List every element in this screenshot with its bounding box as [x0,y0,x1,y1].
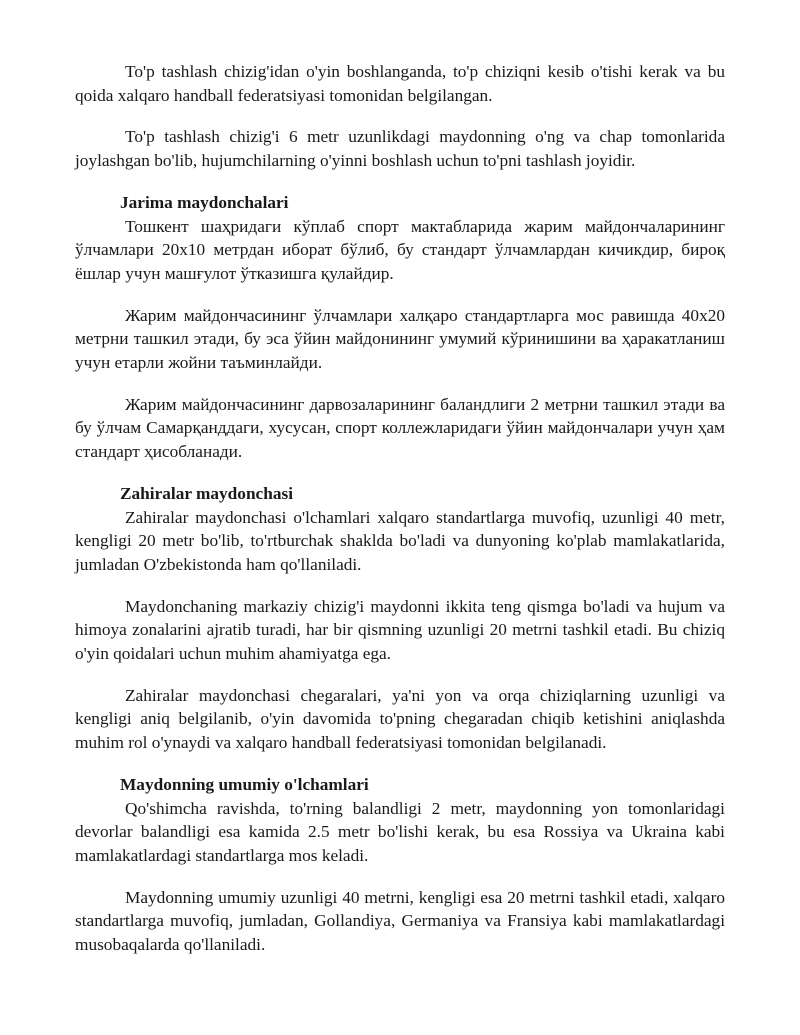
section-jarima [75,191,725,464]
paragraph-intro-1: To'p tashlash chizig'idan o'yin boshlanganda, to'p chiziqni kesib o'tishi kerak va bu qoida xalqaro handball federatsiyasi tomonidan belgilangan. [75,62,725,105]
paragraph: Zahiralar maydonchasi o'lchamlari xalqaro standartlarga muvofiq, uzunligi 40 metr, kengligi 20 metr bo'lib, to'rtburchak shaklda bo'ladi va dunyoning ko'plab mamlakatlarida, jumladan O'zbekistonda ham qo'llaniladi. [75,507,725,574]
paragraph: Жарим майдончасининг дарвозаларининг баландлиги 2 метрни ташкил этади ва бу ўлчам Самарқанддаги, хусусан, спорт коллежларидаги ўйин майдончалари учун ҳам стандарт ҳисобланади. [75,394,725,462]
paragraph: Zahiralar maydonchasi chegaralari, ya'ni yon va orqa chiziqlarning uzunligi va kengligi aniq belgilanib, o'yin davomida to'pning chegaradan chiqib ketishini aniqlashda muhim rol o'ynaydi va xalqaro handball federatsiyasi tomonidan belgilanadi. [75,685,725,753]
paragraph: Жарим майдончасининг ўлчамлари халқаро стандартларга мос равишда 40x20 метрни ташкил этади, бу эса ўйин майдонининг умумий кўринишини ва ҳаракатланиш учун етарли жойни таъминлайди. [75,305,725,373]
section-umumiy [75,773,725,957]
section-heading: Maydonning umumiy o'lchamlari [120,774,369,794]
section-heading: Zahiralar maydonchasi [120,483,293,503]
paragraph: Maydonning umumiy uzunligi 40 metrni, kengligi esa 20 metrni tashkil etadi, xalqaro standartlarga muvofiq, jumladan, Gollandiya, Germaniya va Fransiya kabi mamlakatlardagi musobaqalarda qo'llaniladi. [75,887,725,955]
document-page [75,60,725,975]
paragraph: Тошкент шаҳридаги кўплаб спорт мактабларида жарим майдончаларининг ўлчамлари 20x10 метрдан иборат бўлиб, бу стандарт ўлчамлардан кичикдир, бироқ ёшлар учун машғулот ўтказишга қулайдир. [75,216,725,283]
section-heading: Jarima maydonchalari [120,192,289,212]
paragraph-intro-2: To'p tashlash chizig'i 6 metr uzunlikdagi maydonning o'ng va chap tomonlarida joylashgan bo'lib, hujumchilarning o'yinni boshlash uchun to'pni tashlash joyidir. [75,127,725,171]
section-zahiralar [75,482,725,755]
paragraph: Qo'shimcha ravishda, to'rning balandligi 2 metr, maydonning yon tomonlaridagi devorlar balandligi esa kamida 2.5 metr bo'lishi kerak, bu esa Rossiya va Ukraina kabi mamlakatlardagi standartlarga mos keladi. [75,798,725,865]
paragraph: Maydonchaning markaziy chizig'i maydonni ikkita teng qismga bo'ladi va hujum va himoya zonalarini ajratib turadi, har bir qismning uzunligi 20 metrni tashkil etadi. Bu chiziq o'yin qoidalari uchun muhim ahamiyatga ega. [75,596,725,664]
